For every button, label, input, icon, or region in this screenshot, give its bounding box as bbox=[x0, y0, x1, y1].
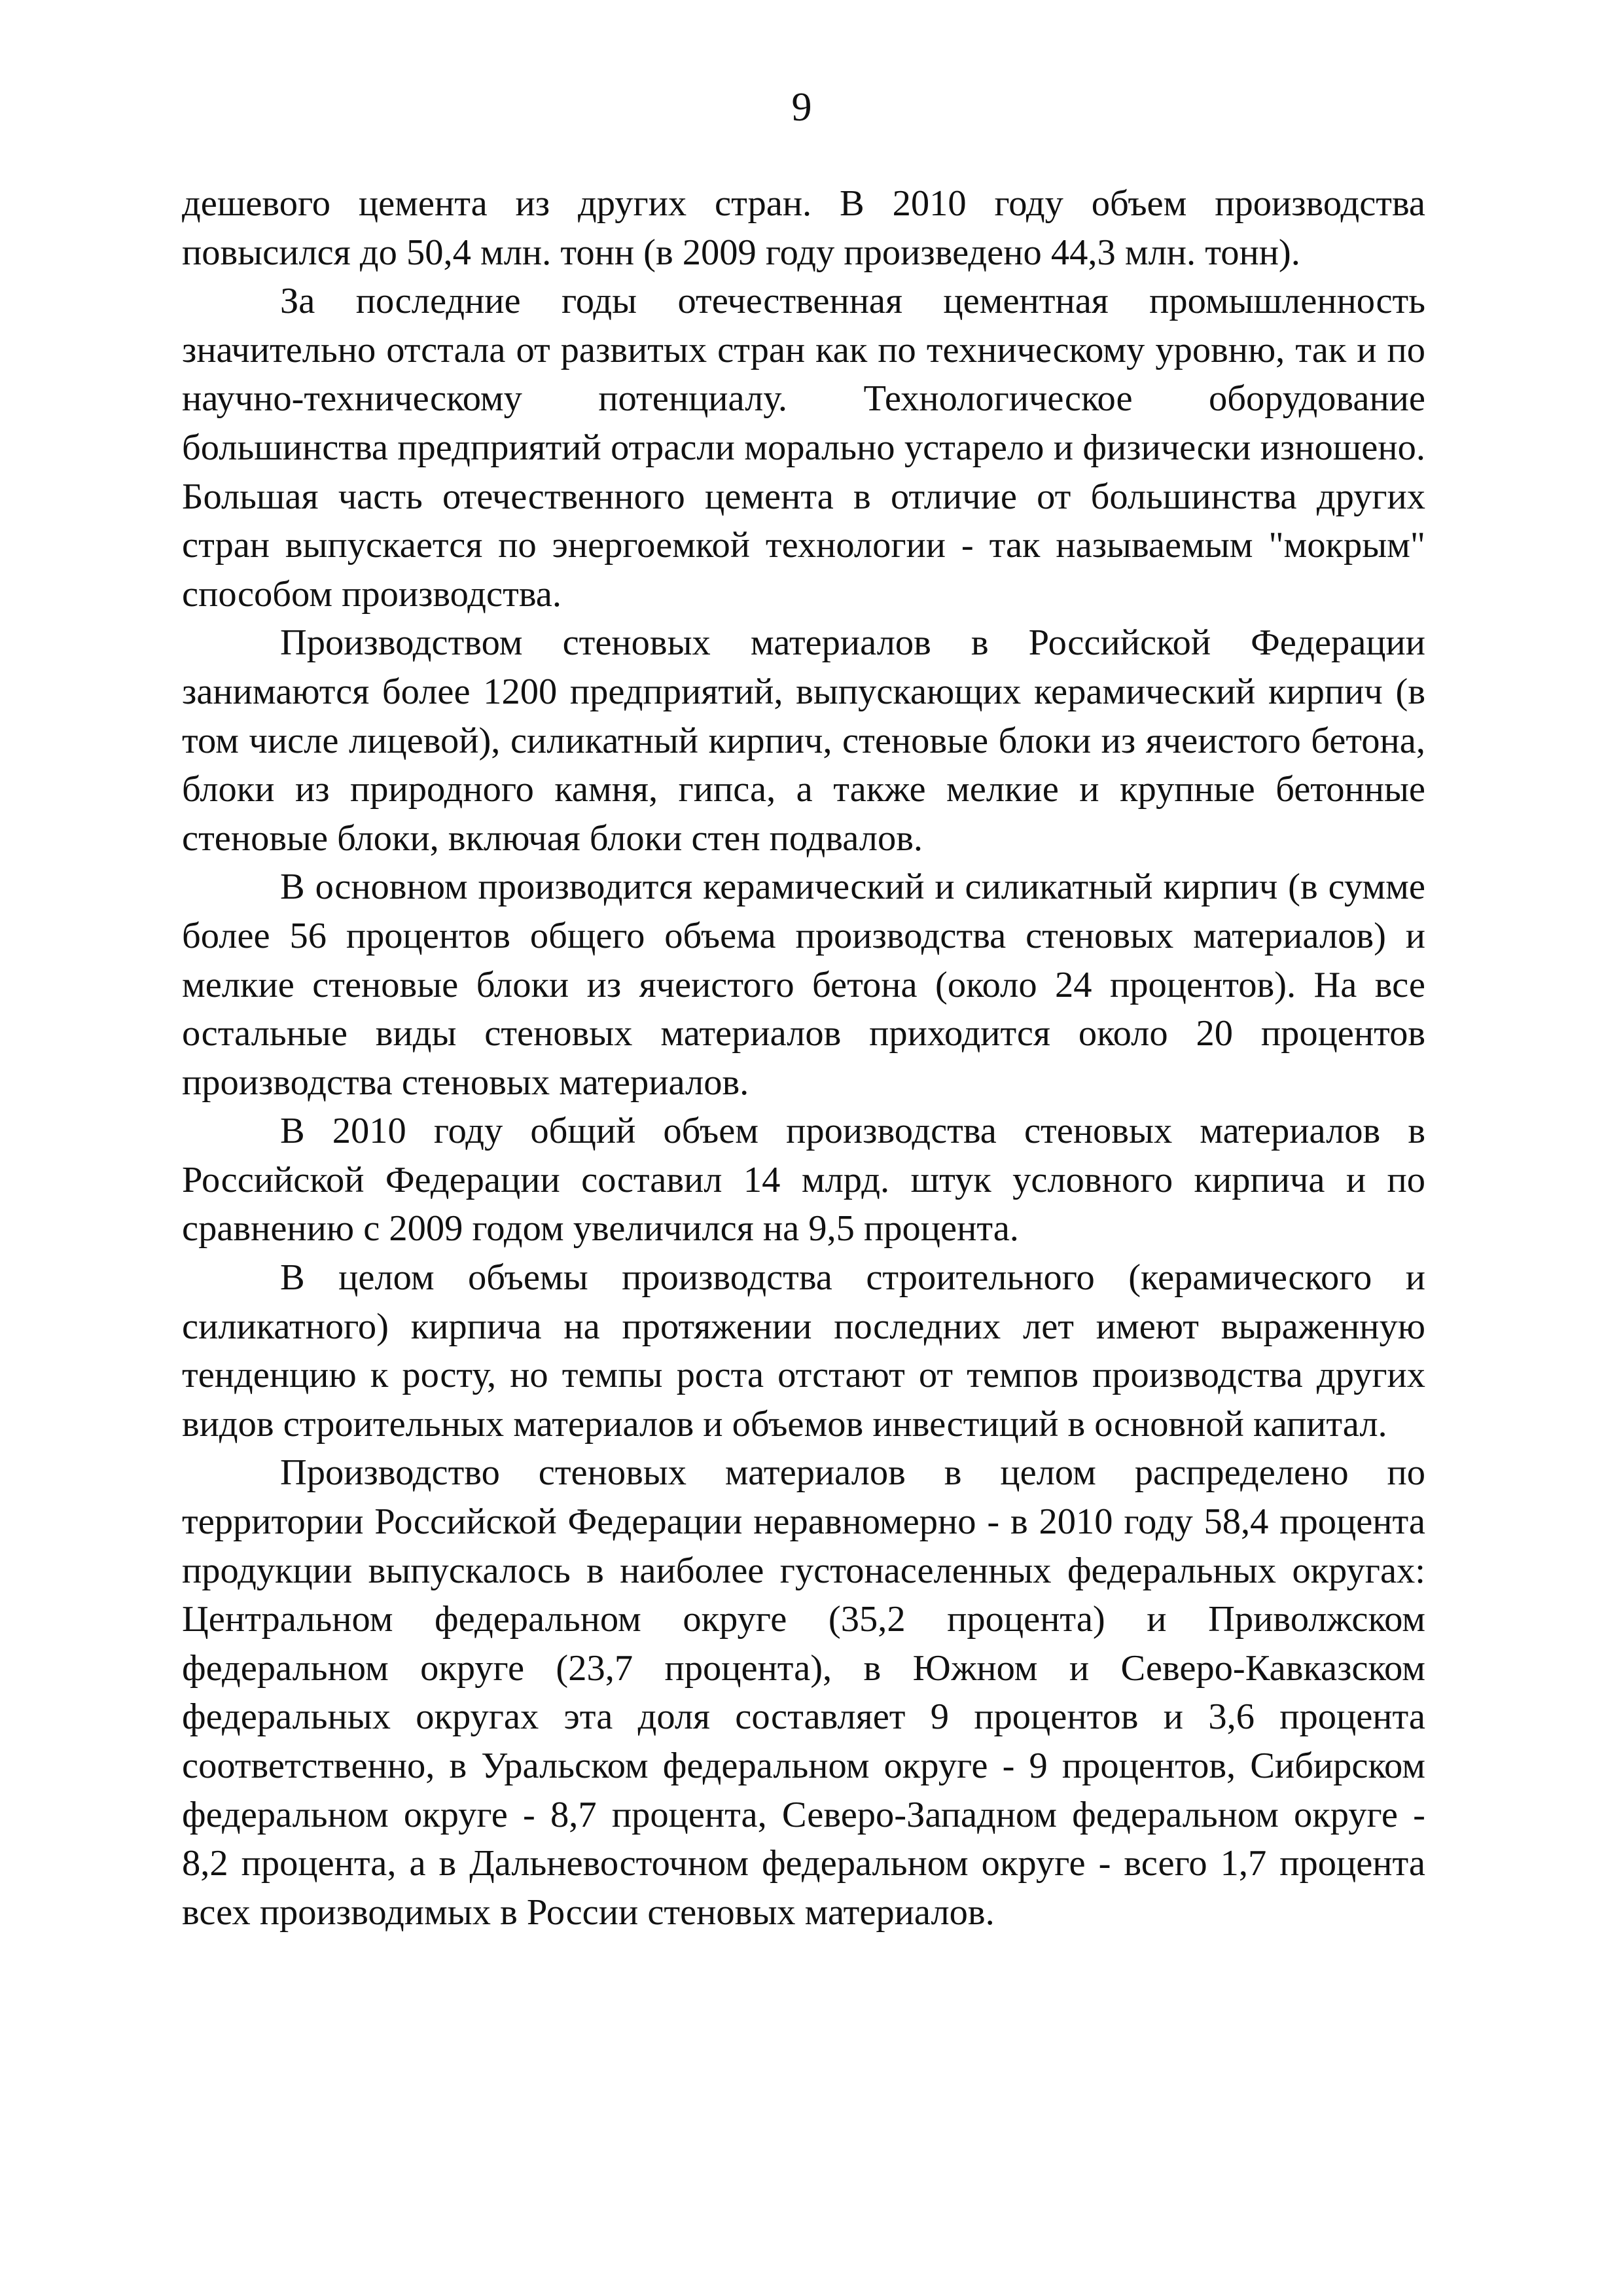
body-text bbox=[182, 179, 1425, 1937]
page-number: 9 bbox=[791, 85, 812, 130]
paragraph-wall-materials-producers: Производством стеновых материалов в Российской Федерации занимаются более 1200 предприятий, выпускающих керамический кирпич (в том числе лицевой), силикатный кирпич, стеновые блоки из ячеистого бетона, блоки из природного камня, гипса, а также мелкие и крупные бетонные стеновые блоки, включая блоки стен подвалов. bbox=[182, 622, 1425, 859]
paragraph-brick-trend: В целом объемы производства строительного (керамического и силикатного) кирпича на протяжении последних лет имеют выраженную тенденцию к росту, но темпы роста отстают от темпов производства других видов строительных материалов и объемов инвестиций в основной капитал. bbox=[182, 1257, 1425, 1444]
paragraph-regional-distribution: Производство стеновых материалов в целом распределено по территории Российской Федерации неравномерно - в 2010 году 58,4 процента продукции выпускалось в наиболее густонаселенных федеральных округах: Центральном федеральном округе (35,2 процента) и Приволжском федеральном округе (23,7 процента), в Южном и Северо-Кавказском федеральных округах эта доля составляет 9 процентов и 3,6 процента соответственно, в Уральском федеральном округе - 9 процентов, Сибирском федеральном округе - 8,7 процента, Северо-Западном федеральном округе - 8,2 процента, а в Дальневосточном федеральном округе - всего 1,7 процента всех производимых в России стеновых материалов. bbox=[182, 1452, 1425, 1933]
paragraph-brick-share: В основном производится керамический и силикатный кирпич (в сумме более 56 процентов общего объема производства стеновых материалов) и мелкие стеновые блоки из ячеистого бетона (около 24 процентов). На все остальные виды стеновых материалов приходится около 20 процентов производства стеновых материалов. bbox=[182, 867, 1425, 1103]
paragraph-cement-industry: За последние годы отечественная цементная промышленность значительно отстала от развитых стран как по техническому уровню, так и по научно-техническому потенциалу. Технологическое оборудование большинства предприятий отрасли морально устарело и физически изношено. Большая часть отечественного цемента в отличие от большинства других стран выпускается по энергоемкой технологии - так называемым "мокрым" способом производства. bbox=[182, 281, 1425, 615]
paragraph-2010-volume: В 2010 году общий объем производства стеновых материалов в Российской Федерации составил 14 млрд. штук условного кирпича и по сравнению с 2009 годом увеличился на 9,5 процента. bbox=[182, 1111, 1425, 1249]
paragraph-continuation: дешевого цемента из других стран. В 2010 году объем производства повысился до 50,4 млн. тонн (в 2009 году произведено 44,3 млн. тонн). bbox=[182, 183, 1425, 273]
